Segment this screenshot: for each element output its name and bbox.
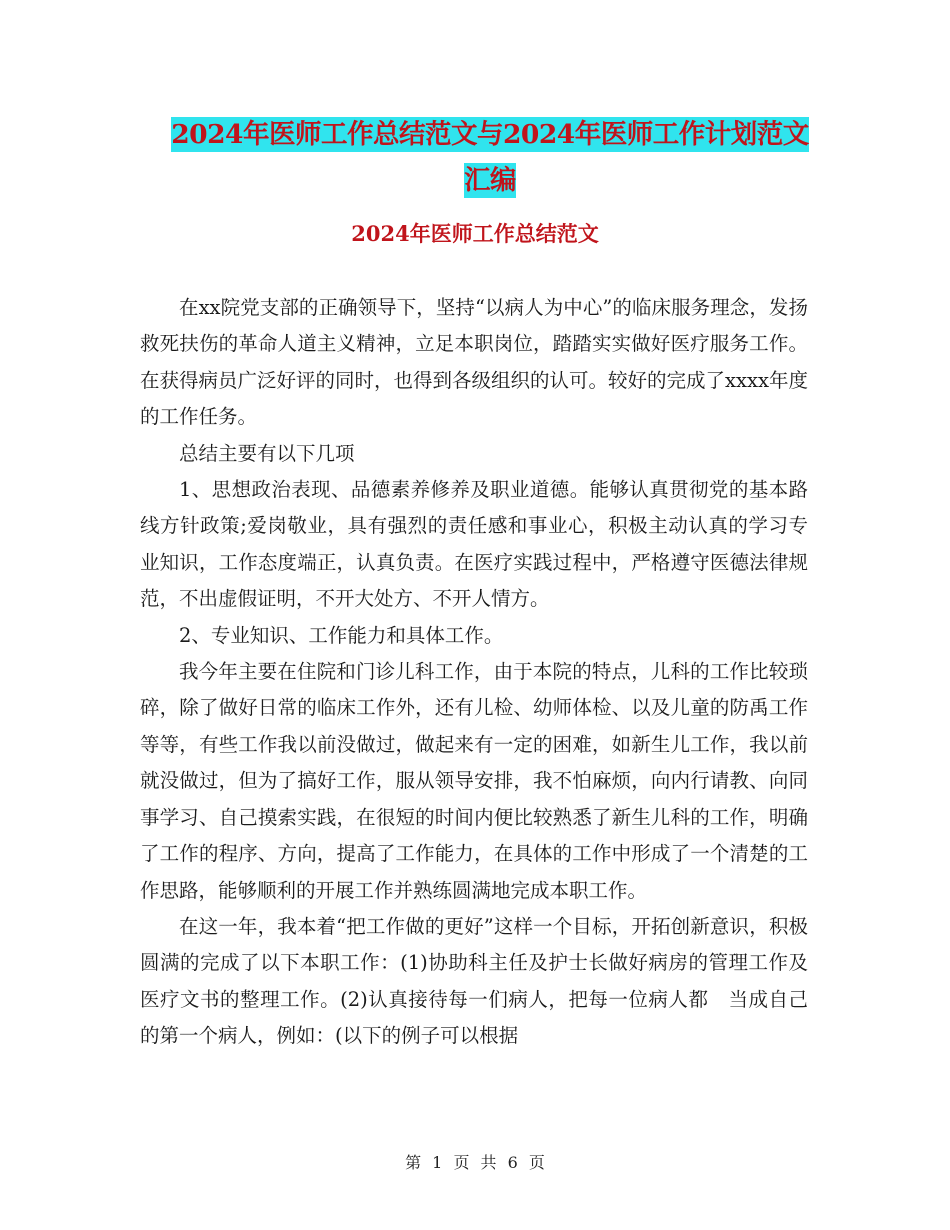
body-text	[140, 290, 808, 1055]
page-footer: 第 1 页 共 6 页	[405, 1153, 545, 1172]
paragraph-5: 我今年主要在住院和门诊儿科工作，由于本院的特点，儿科的工作比较琐碎，除了做好日常的临床工作外，还有儿检、幼师体检、以及儿童的防禹工作等等，有些工作我以前没做过，做起来有一定的困难，如新生儿工作，我以前就没做过，但为了搞好工作，服从领导安排，我不怕麻烦，向内行请教、向同事学习、自己摸索实践，在很短的时间内便比较熟悉了新生儿科的工作，明确了工作的程序、方向，提高了工作能力，在具体的工作中形成了一个清楚的工作思路，能够顺利的开展工作并熟练圆满地完成本职工作。	[140, 660, 808, 902]
paragraph-6: 在这一年，我本着“把工作做的更好”这样一个目标，开拓创新意识，积极圆满的完成了以下本职工作：(1)协助科主任及护士长做好病房的管理工作及医疗文书的整理工作。(2)认真接待每一们病人，把每一位病人都 当成自己的第一个病人，例如：(以下的例子可以根据	[140, 914, 808, 1048]
section-heading: 2024年医师工作总结范文	[351, 221, 599, 246]
paragraph-1: 在xx院党支部的正确领导下，坚持“以病人为中心”的临床服务理念，发扬救死扶伤的革命人道主义精神，立足本职岗位，踏踏实实做好医疗服务工作。在获得病员广泛好评的同时，也得到各级组织的认可。较好的完成了xxxx年度的工作任务。	[140, 296, 808, 429]
document-title	[140, 112, 840, 204]
paragraph-3: 1、思想政治表现、品德素养修养及职业道德。能够认真贯彻党的基本路线方针政策;爱岗敬业，具有强烈的责任感和事业心，积极主动认真的学习专业知识，工作态度端正，认真负责。在医疗实践过程中，严格遵守医德法律规范，不出虚假证明，不开大处方、不开人情方。	[140, 478, 808, 611]
paragraph-4: 2、专业知识、工作能力和具体工作。	[179, 623, 504, 647]
paragraph-2: 总结主要有以下几项	[179, 441, 355, 465]
title-line-1: 2024年医师工作总结范文与2024年医师工作计划范文	[171, 119, 809, 150]
title-line-2: 汇编	[464, 165, 516, 196]
